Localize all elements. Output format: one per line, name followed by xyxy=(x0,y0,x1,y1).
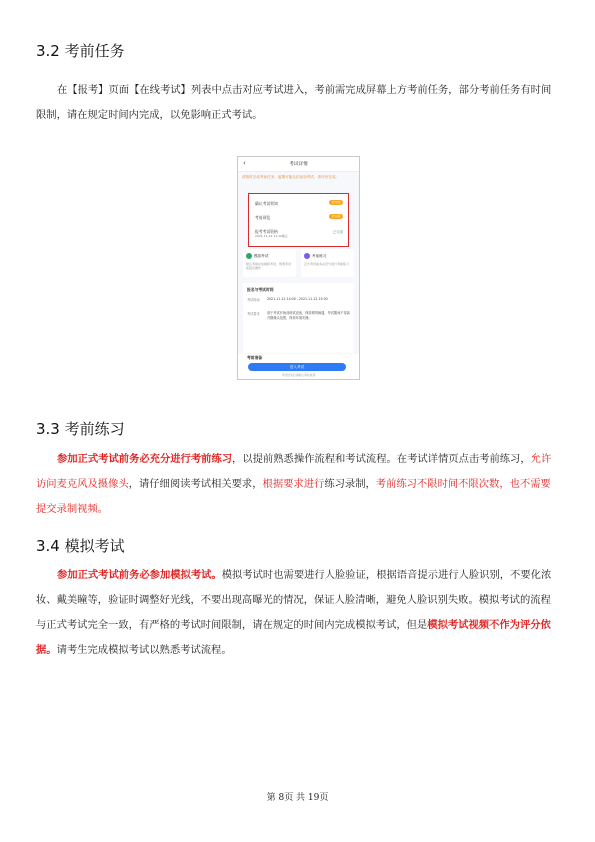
mock-exam-card[interactable] xyxy=(243,249,296,277)
task-row[interactable] xyxy=(255,199,343,209)
section-heading-3-4: 3.4 模拟考试 xyxy=(36,537,125,555)
requirement-label: 考试要求 xyxy=(247,312,260,316)
footer-heading: 考前准备 xyxy=(247,355,263,360)
practice-icon xyxy=(304,253,310,259)
info-heading: 报名与考试时间 xyxy=(247,287,274,292)
task-status-done: 已完成 xyxy=(332,230,343,234)
task-row[interactable] xyxy=(255,227,343,237)
card-title: 模拟考试 xyxy=(254,254,269,258)
phone-header xyxy=(238,157,359,172)
pre-exam-task-box xyxy=(248,193,349,247)
section-heading-3-2: 3.2 考前任务 xyxy=(36,42,125,60)
body-text: 模拟考试时也需要进行人脸验证，根据语音提示进行人脸识别，不要化浓妆、戴美瞳等，验证时调整好光线，不要出现高曝光的情况，保证人脸清晰，避免人脸识别失败。模拟考试的流程与正式考试完全一致，有严格的考试时间限制，请在规定的时间内完成模拟考试，但是 xyxy=(36,569,552,631)
practice-card[interactable] xyxy=(301,249,354,277)
task-label: 报考考试资格 xyxy=(255,229,278,234)
emphasis-text: 允许访问麦克风及摄像头 xyxy=(36,453,552,490)
body-text: 练习录制， xyxy=(324,478,376,490)
exam-info-panel xyxy=(243,283,354,353)
task-status-badge[interactable]: 去完成 xyxy=(329,214,343,219)
task-status-badge[interactable]: 去完成 xyxy=(329,200,343,205)
card-desc: 建议考前完成模拟考试，熟悉考试流程及操作 xyxy=(246,262,292,271)
card-title: 考前练习 xyxy=(312,254,327,258)
emphasis-text: 参加正式考试前务必充分进行考前练习 xyxy=(57,453,233,465)
section-3-4-paragraph xyxy=(36,563,560,663)
time-label: 考试时间 xyxy=(247,298,260,302)
mock-exam-icon xyxy=(246,253,252,259)
phone-page-title: 考试详情 xyxy=(289,162,308,167)
emphasis-text: 考前练习不限时间不限次数，也不需要提交录制视频。 xyxy=(36,478,551,515)
card-desc: 正式考试前务必充分进行考前练习 xyxy=(304,262,350,266)
time-value: 2021-11-12 14:00 - 2021-11-12 15:00 xyxy=(267,297,328,301)
exam-detail-screenshot xyxy=(237,156,360,380)
footer-tip: 考试结束后请耐心等待成绩 xyxy=(281,373,316,377)
body-text: 请考生完成模拟考试以熟悉考试流程。 xyxy=(56,644,232,656)
task-label: 考前预览 xyxy=(255,215,271,220)
enter-exam-button[interactable]: 进入考试 xyxy=(248,363,346,371)
phone-task-note: 请按时完成考前任务，逾期可能无法参加考试，请尽快完成。 xyxy=(242,175,340,179)
section-3-3-paragraph xyxy=(36,447,560,522)
task-deadline: 2021-11-12 11:10截止 xyxy=(255,234,289,238)
emphasis-text: 参加正式考试前务必参加模拟考试。 xyxy=(57,569,222,581)
body-text: ，以提前熟悉操作流程和考试流程。在考试详情页点击考前练习， xyxy=(232,453,531,465)
task-row[interactable] xyxy=(255,213,343,223)
section-3-2-paragraph: 在【报考】页面【在线考试】列表中点击对应考试进入，考前需完成屏幕上方考前任务，部分考前任务有时间限制，请在规定时间内完成，以免影响正式考试。 xyxy=(36,84,552,121)
back-arrow-icon[interactable]: ‹ xyxy=(243,159,246,167)
body-text: ，请仔细阅读考试相关要求， xyxy=(128,478,263,490)
requirement-value: 请于考试开始前调试设备，保持网络畅通，考试期间不得离开摄像头范围，保持环境安静。 xyxy=(267,311,350,320)
page-number: 第 8页 共 19页 xyxy=(266,793,329,803)
phone-footer xyxy=(238,354,359,379)
practice-cards xyxy=(243,249,354,279)
emphasis-text: 模拟考试视频不作为评分依据。 xyxy=(36,619,551,656)
section-heading-3-3: 3.3 考前练习 xyxy=(36,420,125,438)
task-label: 确认考试须知 xyxy=(255,201,278,206)
emphasis-text: 根据要求进行 xyxy=(262,478,325,490)
